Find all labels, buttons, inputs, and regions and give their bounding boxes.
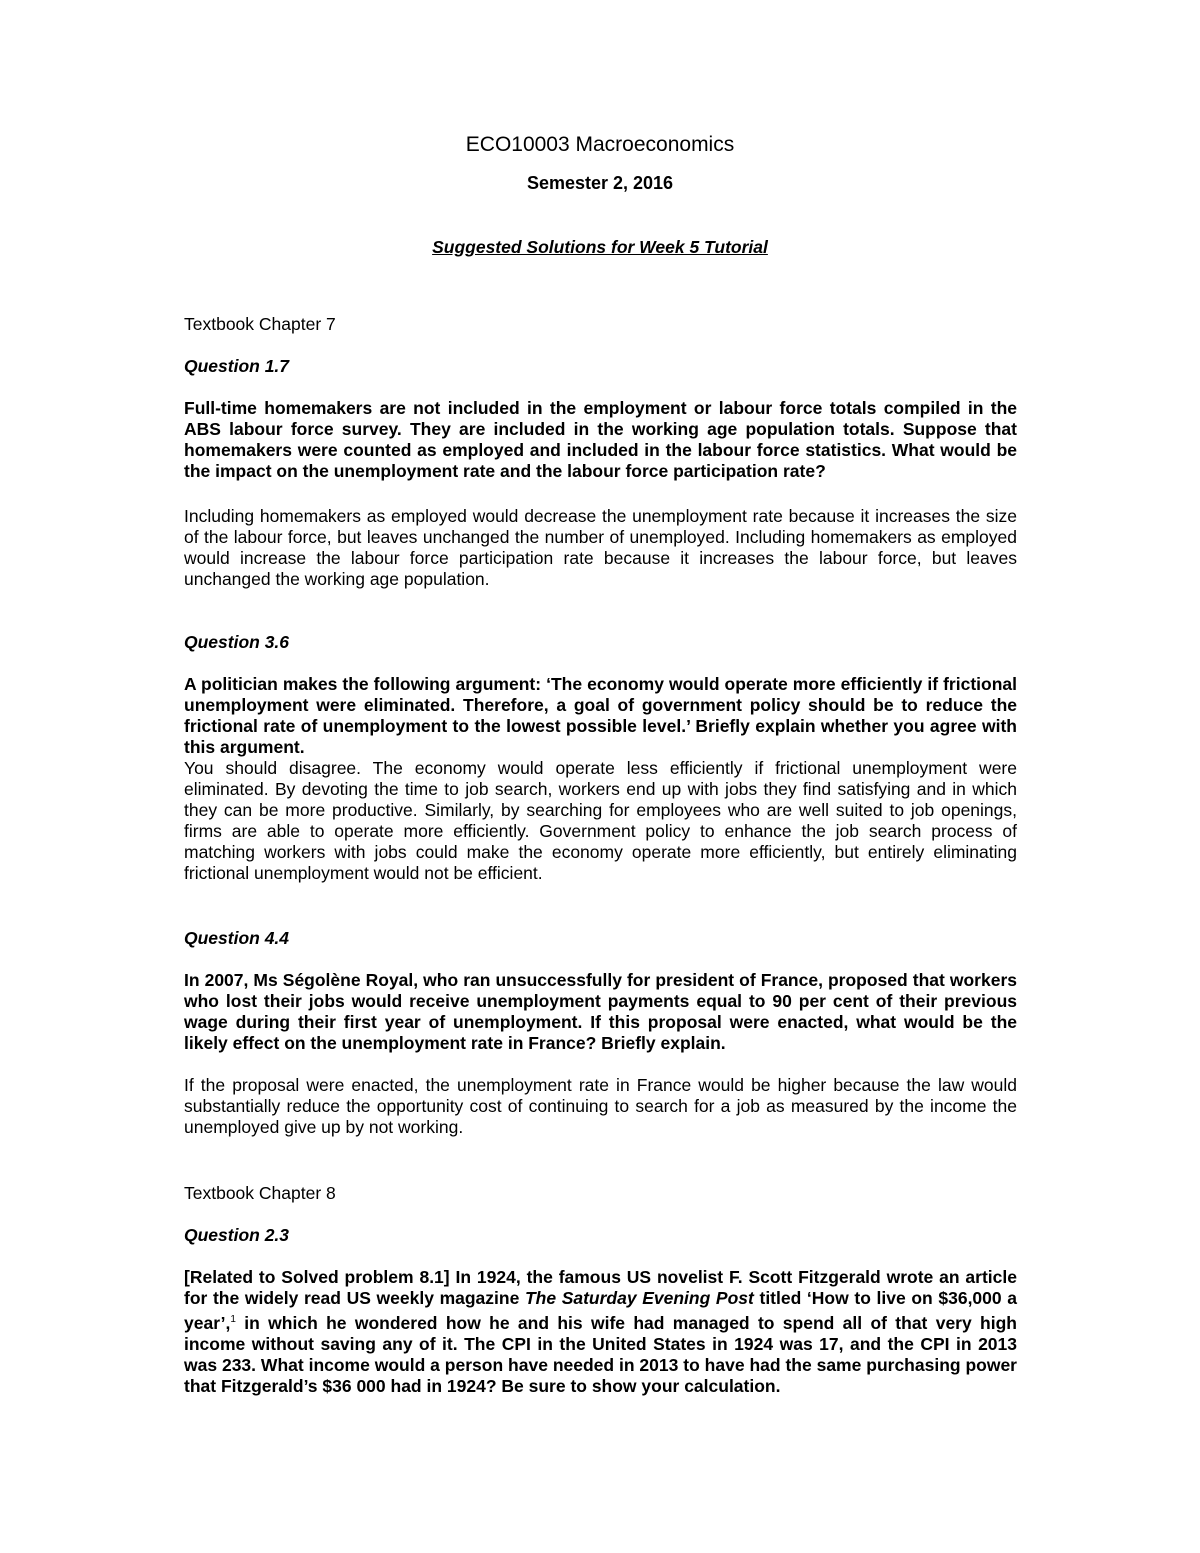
question-1-7-answer: Including homemakers as employed would decrease the unemployment rate because it increases the size of the labour force, but leaves unchanged the number of unemployed. Including homemakers as employed would increase the labour force participation rate because it increases the labour force, but leaves unchanged the working age population. [184, 506, 1017, 589]
question-2-3-label: Question 2.3 [184, 1225, 290, 1245]
question-3-6-label: Question 3.6 [184, 632, 290, 652]
question-2-3-text [184, 1267, 1017, 1397]
semester-label: Semester 2, 2016 [526, 173, 674, 193]
question-4-4-answer: If the proposal were enacted, the unemployment rate in France would be higher because the law would substantially reduce the opportunity cost of continuing to search for a job as measured by the income the unemployed give up by not working. [184, 1075, 1017, 1137]
chapter-8-heading: Textbook Chapter 8 [184, 1183, 336, 1203]
question-2-3-text-start: [Related to Solved problem 8.1] In 1924, the famous US novelist F. Scott Fitzgerald wrote an article for the widely read US weekly magazine [184, 1267, 1017, 1308]
footnote-marker: 1 [230, 1314, 236, 1325]
question-3-6-text: A politician makes the following argument: ‘The economy would operate more efficiently if frictional unemployment were eliminated. Therefore, a goal of government policy should be to reduce the frictional rate of unemployment to the lowest possible level.’ Briefly explain whether you agree with this argument. [184, 674, 1017, 757]
question-4-4-label: Question 4.4 [184, 928, 290, 948]
question-2-3-text-end: in which he wondered how he and his wife had managed to spend all of that very high income without saving any of it. The CPI in the United States in 1924 was 17, and the CPI in 2013 was 233. What income would a person have needed in 2013 to have had the same purchasing power that Fitzgerald’s $36 000 had in 1924? Be sure to show your calculation. [184, 1312, 1017, 1396]
question-1-7-text: Full-time homemakers are not included in the employment or labour force totals compiled in the ABS labour force survey. They are included in the working age population totals. Suppose that homemakers were counted as employed and included in the labour force statistics. What would be the impact on the unemployment rate and the labour force participation rate? [184, 398, 1017, 481]
question-4-4-text: In 2007, Ms Ségolène Royal, who ran unsuccessfully for president of France, proposed that workers who lost their jobs would receive unemployment payments equal to 90 per cent of their previous wage during their first year of unemployment. If this proposal were enacted, what would be the likely effect on the unemployment rate in France? Briefly explain. [184, 970, 1017, 1053]
course-title: ECO10003 Macroeconomics [465, 133, 735, 156]
question-2-3-text-mid: titled ‘How to live on $36,000 a year’, [184, 1288, 1017, 1333]
magazine-title: The Saturday Evening Post [524, 1288, 754, 1308]
chapter-7-heading: Textbook Chapter 7 [184, 314, 336, 334]
question-1-7-label: Question 1.7 [184, 356, 290, 376]
document-subtitle: Suggested Solutions for Week 5 Tutorial [432, 237, 768, 257]
question-3-6-answer: You should disagree. The economy would operate less efficiently if frictional unemployment were eliminated. By devoting the time to job search, workers end up with jobs they find satisfying and in which they can be more productive. Similarly, by searching for employees who are well suited to job openings, firms are able to operate more efficiently. Government policy to enhance the job search process of matching workers with jobs could make the economy operate more efficiently, but entirely eliminating frictional unemployment would not be efficient. [184, 758, 1017, 883]
